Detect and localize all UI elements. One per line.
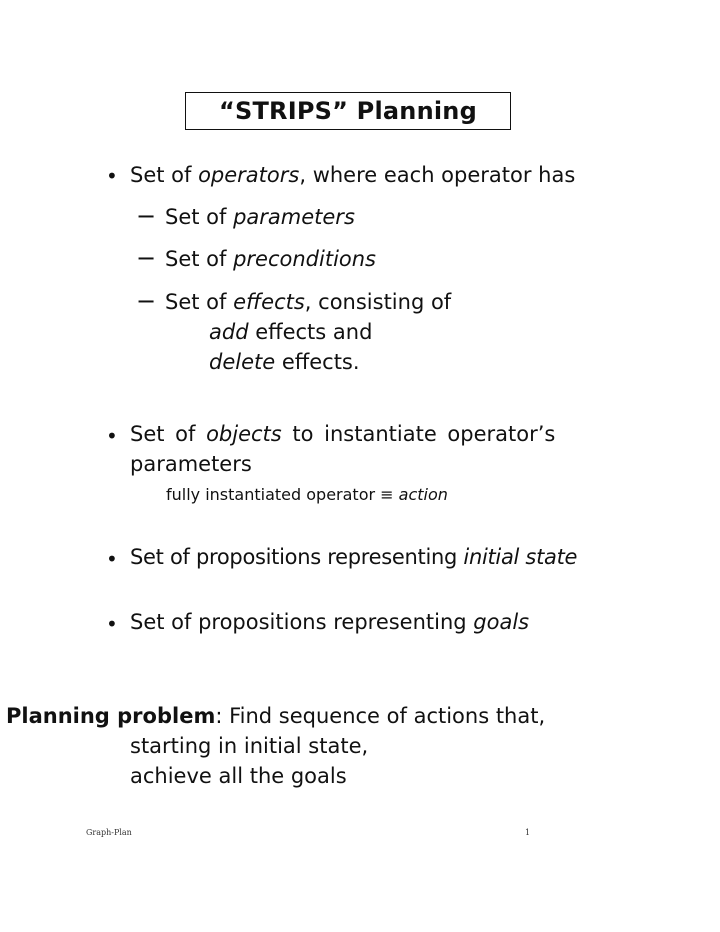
delete-term: delete [209, 350, 276, 374]
action-note [166, 485, 448, 505]
bullet-goals-text: Set of propositions representing [130, 610, 474, 634]
sub-parameters [165, 204, 355, 230]
bullet-operators-text-a: Set of [130, 163, 199, 187]
planning-problem-label: Planning problem [6, 704, 216, 728]
bullet-initial-state [130, 544, 577, 570]
planning-problem-line2: starting in initial state, [130, 734, 369, 758]
bullet-operators-term: operators [198, 163, 300, 187]
planning-problem-line3: achieve all the goals [130, 764, 347, 788]
bullet-objects [130, 421, 555, 447]
bullet-objects-text-c: to instantiate operator’s [281, 422, 556, 446]
dash-marker: − [136, 202, 157, 230]
action-term: action [393, 485, 448, 504]
bullet-operators [130, 162, 575, 188]
sub-parameters-term: parameters [233, 205, 355, 229]
dash-marker: − [136, 287, 157, 315]
dash-marker: − [136, 244, 157, 272]
bullet-objects-line2: parameters [130, 452, 252, 476]
bullet-marker: • [106, 612, 118, 636]
footer-left: Graph-Plan [86, 828, 132, 837]
initial-state-term: initial state [463, 545, 578, 569]
sub-parameters-text: Set of [165, 205, 234, 229]
sub-preconditions-text: Set of [165, 247, 234, 271]
planning-problem-line1 [6, 703, 545, 729]
planning-problem-colon: : [215, 704, 223, 728]
bullet-operators-text-c: , where each operator has [299, 163, 576, 187]
sub-effects-text-c: , consisting of [304, 290, 452, 314]
planning-problem-text1: Find sequence of actions that, [222, 704, 546, 728]
bullet-marker: • [106, 424, 118, 448]
delete-text: effects. [275, 350, 360, 374]
sub-preconditions-term: preconditions [233, 247, 376, 271]
sub-effects [165, 289, 451, 315]
sub-effects-add [209, 319, 372, 345]
page-number: 1 [525, 828, 531, 837]
sub-effects-text-a: Set of [165, 290, 234, 314]
add-term: add [209, 320, 249, 344]
bullet-initial-state-text: Set of propositions representing [130, 545, 464, 569]
equivalence-symbol: ≡ [380, 485, 394, 504]
sub-effects-delete [209, 349, 360, 375]
bullet-goals [130, 609, 529, 635]
bullet-objects-term: objects [206, 422, 282, 446]
slide-title [185, 92, 511, 130]
bullet-objects-text-a: Set of [130, 422, 207, 446]
bullet-marker: • [106, 164, 118, 188]
sub-effects-term: effects [233, 290, 305, 314]
sub-preconditions [165, 246, 376, 272]
slide-title-text: “STRIPS” Planning [219, 97, 477, 125]
goals-term: goals [473, 610, 530, 634]
action-note-text: fully instantiated operator [166, 485, 381, 504]
bullet-marker: • [106, 547, 118, 571]
add-text: effects and [248, 320, 373, 344]
